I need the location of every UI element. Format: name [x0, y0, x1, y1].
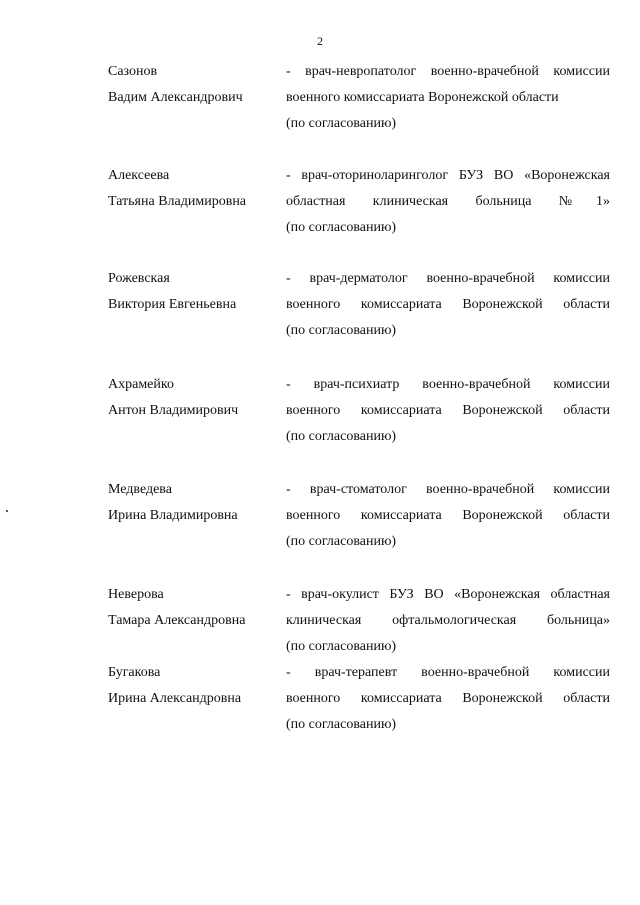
member-surname: Ахрамейко — [108, 377, 174, 392]
member-name — [108, 372, 278, 424]
member-role — [286, 163, 610, 241]
member-surname: Бугакова — [108, 665, 161, 680]
member-role — [286, 372, 610, 450]
role-line: - врач-стоматолог военно-врачебной комиссии — [286, 482, 610, 497]
member-given-name: Тамара Александровна — [108, 613, 246, 628]
page-number: 2 — [317, 34, 323, 48]
role-line: - врач-невропатолог военно-врачебной комиссии — [286, 64, 610, 79]
role-line: военного комиссариата Воронежской области — [286, 508, 610, 523]
member-surname: Алексеева — [108, 168, 170, 183]
member-given-name: Ирина Владимировна — [108, 508, 238, 523]
role-line: (по согласованию) — [286, 429, 397, 444]
member-role — [286, 582, 610, 660]
member-name — [108, 477, 278, 529]
role-line: - врач-окулист БУЗ ВО «Воронежская областная — [286, 587, 610, 602]
member-role — [286, 266, 610, 344]
role-line: - врач-психиатр военно-врачебной комиссии — [286, 377, 610, 392]
member-given-name: Виктория Евгеньевна — [108, 297, 237, 312]
member-role — [286, 660, 610, 738]
member-surname: Неверова — [108, 587, 164, 602]
role-line: военного комиссариата Воронежской области — [286, 403, 610, 418]
role-line: военного комиссариата Воронежской области — [286, 297, 610, 312]
member-name — [108, 266, 278, 318]
role-line: областная клиническая больница №1» — [286, 194, 610, 209]
member-given-name: Ирина Александровна — [108, 691, 242, 706]
role-line: - врач-оториноларинголог БУЗ ВО «Воронежская — [286, 168, 610, 183]
role-line: (по согласованию) — [286, 220, 397, 235]
member-surname: Рожевская — [108, 271, 170, 286]
member-name — [108, 59, 278, 111]
member-role — [286, 477, 610, 555]
member-given-name: Татьяна Владимировна — [108, 194, 247, 209]
member-name — [108, 660, 278, 712]
role-line: - врач-дерматолог военно-врачебной комиссии — [286, 271, 610, 286]
member-given-name: Вадим Александрович — [108, 90, 243, 105]
role-line: клиническая офтальмологическая больница» — [286, 613, 610, 628]
role-line: (по согласованию) — [286, 717, 397, 732]
role-line: (по согласованию) — [286, 639, 397, 654]
member-given-name: Антон Владимирович — [108, 403, 239, 418]
role-line: - врач-терапевт военно-врачебной комиссии — [286, 665, 610, 680]
member-role — [286, 59, 610, 137]
scan-speck — [6, 510, 8, 512]
member-surname: Сазонов — [108, 64, 158, 79]
member-surname: Медведева — [108, 482, 172, 497]
role-line: (по согласованию) — [286, 534, 397, 549]
role-line: военного комиссариата Воронежской области — [286, 691, 610, 706]
role-line: (по согласованию) — [286, 323, 397, 338]
member-name — [108, 582, 278, 634]
member-name — [108, 163, 278, 215]
role-line: военного комиссариата Воронежской области — [286, 90, 559, 105]
role-line: (по согласованию) — [286, 116, 397, 131]
